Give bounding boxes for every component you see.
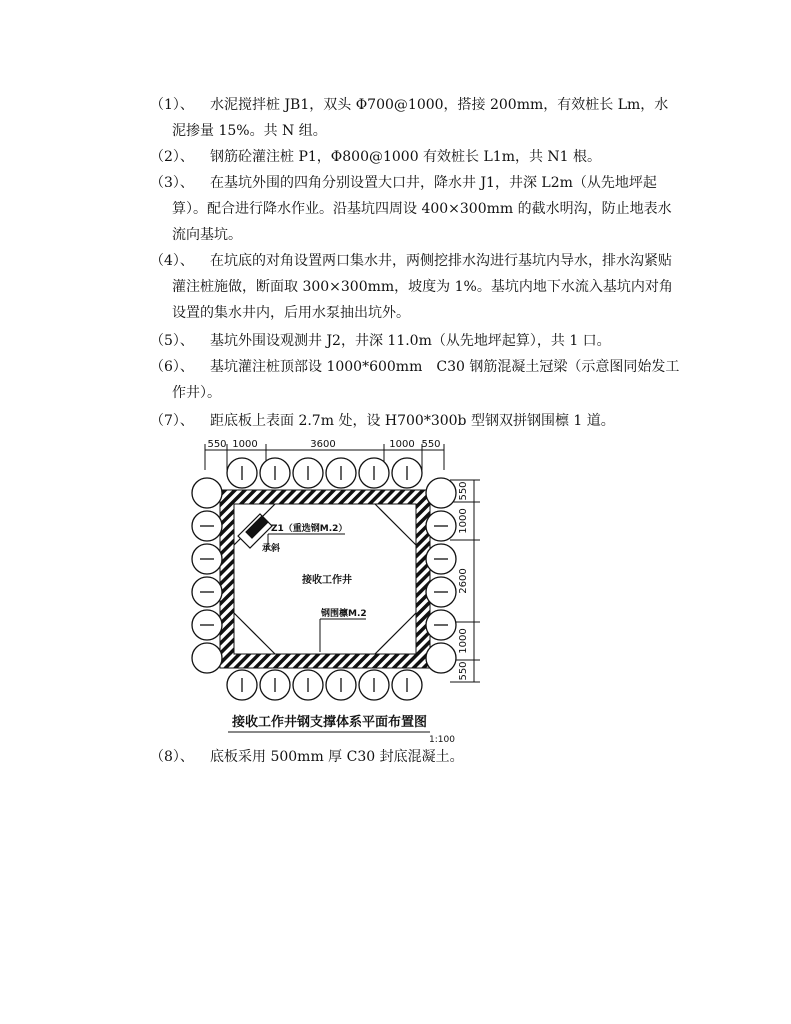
label-leaders [268, 534, 366, 652]
item-text: 底板采用 500mm 厚 C30 封底混凝土。 [210, 749, 464, 765]
item-text: 基坑外围设观测井 J2，井深 11.0m（从先地坪起算），共 1 口。 [210, 333, 611, 349]
item-number: （1）、 [150, 97, 194, 113]
pile-row-top [227, 458, 422, 488]
pile-row-bottom [227, 670, 422, 700]
item-number: （5）、 [150, 333, 194, 349]
dim-right-5: 550 [458, 661, 469, 681]
figure-scale: 1:100 [429, 735, 455, 745]
figure-caption: 接收工作井钢支撑体系平面布置图 [232, 715, 428, 730]
center-label: 接收工作井 [302, 575, 352, 586]
strut-label: Z1（重选钢M.2） [271, 524, 348, 534]
item-number: （4）、 [150, 253, 194, 269]
item-number: （6）、 [150, 359, 194, 375]
waler-label: 钢围檩M.2 [321, 609, 367, 619]
item-number: （3）、 [150, 175, 194, 191]
dim-top-5: 550 [421, 439, 441, 450]
dim-right-4: 1000 [458, 628, 469, 654]
pile [192, 478, 222, 508]
dim-top-2: 1000 [232, 439, 258, 450]
strut-block [238, 514, 272, 548]
pile [426, 643, 456, 673]
item-text: 基坑灌注桩顶部设 1000*600mm C30 钢筋混凝土冠梁（示意图同始发工作井）。 [172, 359, 680, 401]
item-text: 距底板上表面 2.7m 处，设 H700*300b 型钢双拼钢围檩 1 道。 [210, 413, 615, 429]
item-number: （7）、 [150, 413, 194, 429]
strut-label-2: 承斜 [262, 544, 281, 554]
item-text: 钢筋砼灌注桩 P1，Φ800@1000 有效桩长 L1m，共 N1 根。 [210, 149, 602, 165]
pile [426, 478, 456, 508]
dim-top-1: 550 [207, 439, 227, 450]
item-number: （8）、 [150, 749, 194, 765]
item-8 [150, 744, 680, 770]
pile [192, 643, 222, 673]
dim-right-3: 2600 [458, 568, 469, 594]
pile-col-left [192, 478, 222, 673]
dim-right-1: 550 [458, 481, 469, 501]
item-text: 在坑底的对角设置两口集水井，两侧挖排水沟进行基坑内导水，排水沟紧贴灌注桩施做，断面取 300×300mm，坡度为 1%。基坑内地下水流入基坑内对角设置的集水井内，后用水泵抽出坑外。 [172, 253, 673, 321]
item-number: （2）、 [150, 149, 194, 165]
dim-right-2: 1000 [458, 508, 469, 534]
item-text: 水泥搅拌桩 JB1，双头 Φ700@1000，搭接 200mm，有效桩长 Lm，水泥掺量 15%。共 N 组。 [172, 97, 669, 139]
item-text: 在基坑外围的四角分别设置大口井，降水井 J1，井深 L2m（从先地坪起算）。配合进行降水作业。沿基坑四周设 400×300mm 的截水明沟，防止地表水流向基坑。 [172, 175, 672, 243]
dim-top-3: 3600 [310, 439, 336, 450]
dim-top-4: 1000 [389, 439, 415, 450]
